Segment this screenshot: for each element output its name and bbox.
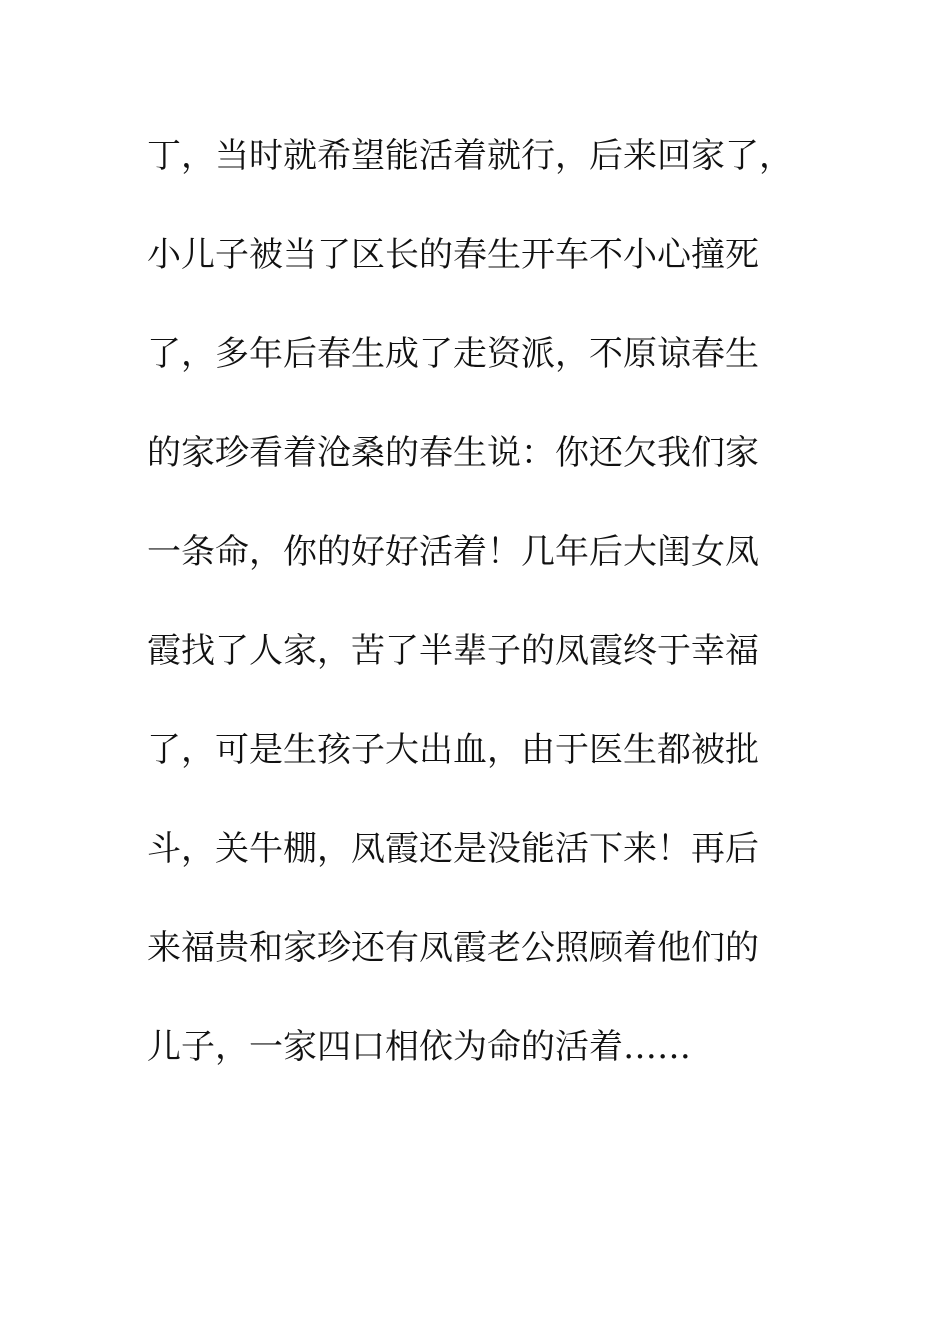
text-line: 了，可是生孩子大出血，由于医生都被批 — [147, 730, 759, 770]
text-line: 的家珍看着沧桑的春生说：你还欠我们家 — [147, 433, 759, 473]
text-line: 来福贵和家珍还有凤霞老公照顾着他们的 — [147, 928, 759, 968]
text-line: 了，多年后春生成了走资派，不原谅春生 — [147, 334, 759, 374]
text-line: 儿子，一家四口相依为命的活着…… — [147, 1027, 691, 1067]
text-line: 斗，关牛棚，凤霞还是没能活下来！再后 — [147, 829, 759, 869]
body-text — [147, 128, 837, 1118]
text-line: 霞找了人家，苦了半辈子的凤霞终于幸福 — [147, 631, 759, 671]
text-line: 小儿子被当了区长的春生开车不小心撞死 — [147, 235, 759, 275]
text-line: 丁，当时就希望能活着就行，后来回家了， — [147, 136, 793, 176]
text-line: 一条命，你的好好活着！几年后大闺女凤 — [147, 532, 759, 572]
